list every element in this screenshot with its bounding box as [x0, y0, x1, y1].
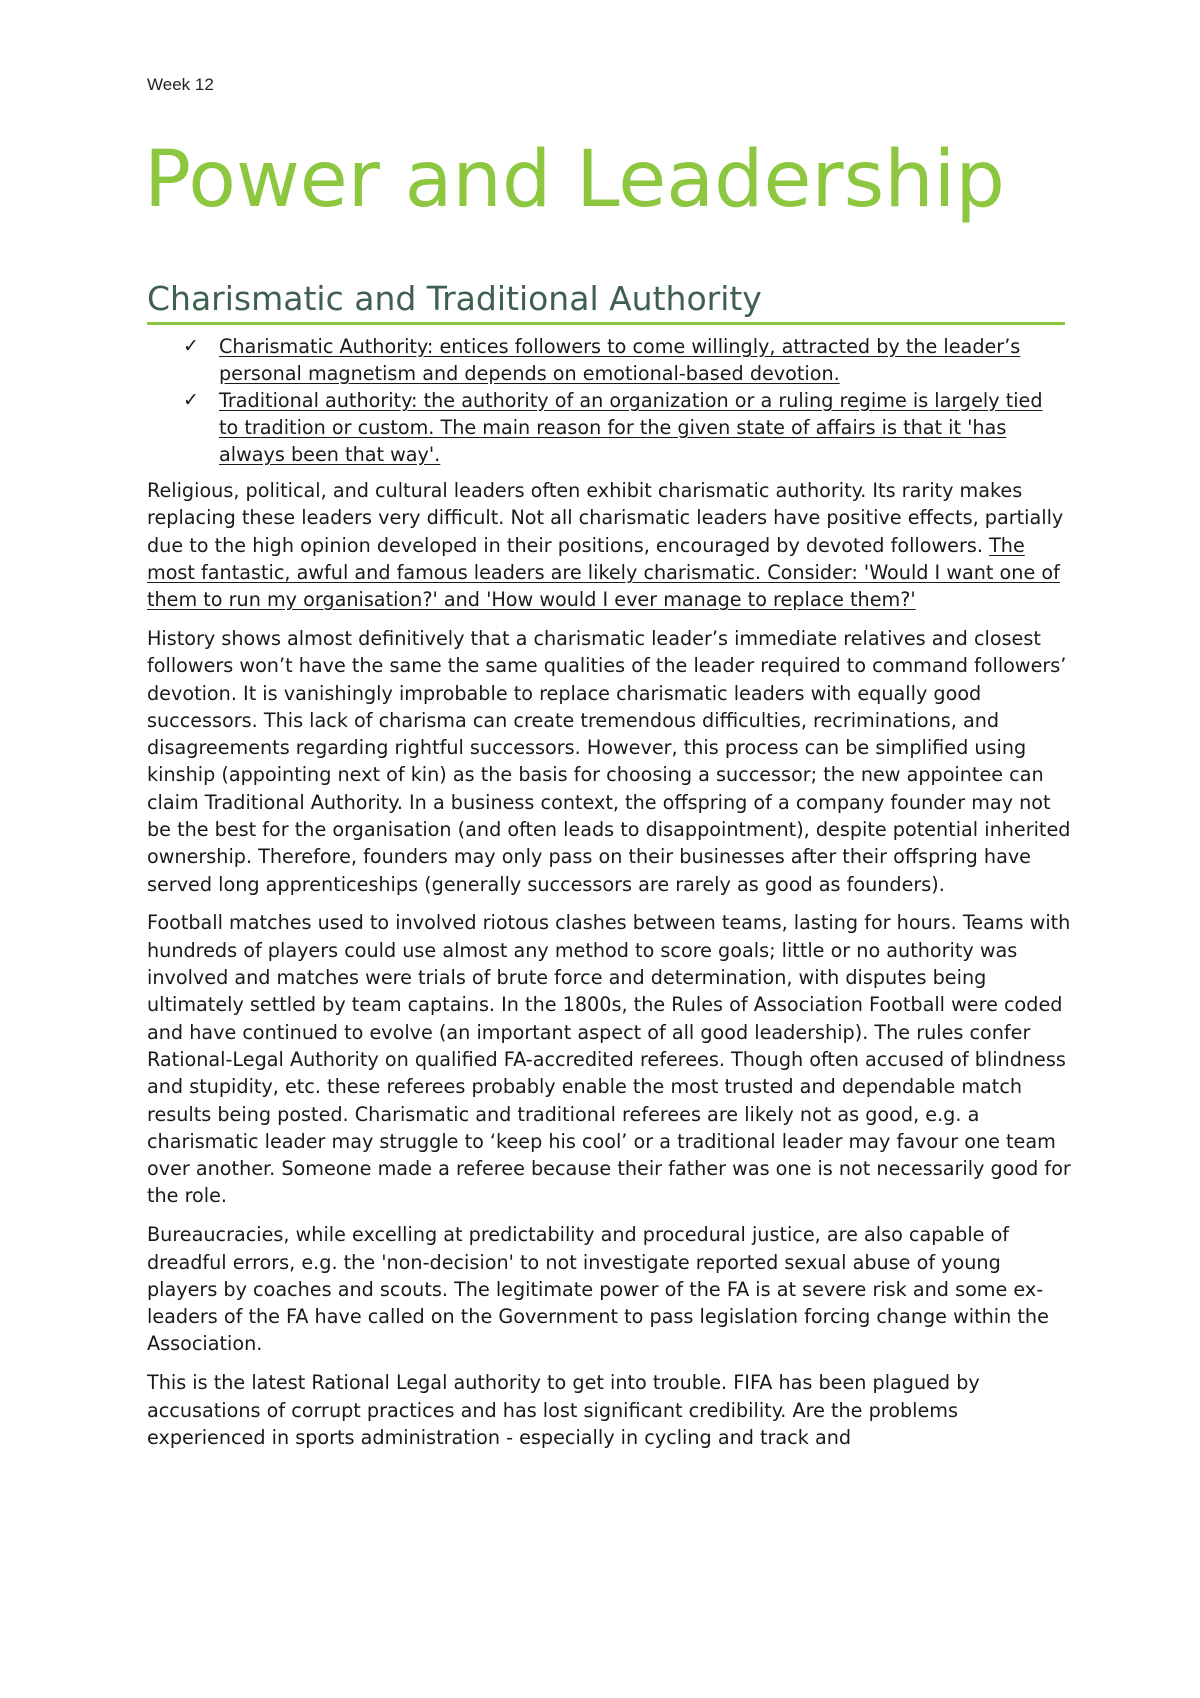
page-header: Week 12 — [147, 75, 214, 94]
bullet-text: Traditional authority: the authority of an organization or a ruling regime is largely tied to tradition or custom. The main reason for the given state of affairs is that it 'has always been that way'. — [219, 389, 1043, 466]
body-text — [147, 477, 1072, 1463]
document-title: Power and Leadership — [144, 135, 1005, 225]
paragraph: Football matches used to involved riotous clashes between teams, lasting for hours. Teams with hundreds of players could use almost any method to score goals; little or no authority was involved and matches were trials of brute force and determination, with disputes being ultimately settled by team captains. In the 1800s, the Rules of Association Football were coded and have continued to evolve (an important aspect of all good leadership). The rules confer Rational-Legal Authority on qualified FA-accredited referees. Though often accused of blindness and stupidity, etc. these referees probably enable the most trusted and dependable match results being posted. Charismatic and traditional referees are likely not as good, e.g. a charismatic leader may struggle to ‘keep his cool’ or a traditional leader may favour one team over another. Someone made a referee because their father was one is not necessarily good for the role. — [147, 911, 1071, 1208]
paragraph-text: Religious, political, and cultural leaders often exhibit charismatic authority. Its rarity makes replacing these leaders very difficult. Not all charismatic leaders have positive effects, partially due to the high opinion developed in their positions, encouraged by devoted followers. — [147, 479, 1064, 557]
underlined-text: The most fantastic, awful and famous leaders are likely charismatic. Consider: 'Would I want one of them to run my organisation?' and 'How would I ever manage to replace them?' — [147, 533, 1060, 612]
checklist — [147, 333, 1067, 468]
checkmark-icon: ✓ — [183, 389, 199, 411]
list-item — [147, 387, 1067, 468]
section-heading: Charismatic and Traditional Authority — [147, 280, 1065, 325]
checkmark-icon: ✓ — [183, 335, 199, 357]
paragraph: This is the latest Rational Legal authority to get into trouble. FIFA has been plagued by accusations of corrupt practices and has lost significant credibility. Are the problems experienced in sports administration - especially in cycling and track and — [147, 1371, 980, 1449]
list-item — [147, 333, 1067, 387]
paragraph: Bureaucracies, while excelling at predictability and procedural justice, are also capable of dreadful errors, e.g. the 'non-decision' to not investigate reported sexual abuse of young players by coaches and scouts. The legitimate power of the FA is at severe risk and some ex-leaders of the FA have called on the Government to pass legislation forcing change within the Association. — [147, 1223, 1049, 1356]
paragraph: History shows almost definitively that a charismatic leader’s immediate relatives and closest followers won’t have the same the same qualities of the leader required to command followers’ devotion. It is vanishingly improbable to replace charismatic leaders with equally good successors. This lack of charisma can create tremendous difficulties, recriminations, and disagreements regarding rightful successors. However, this process can be simplified using kinship (appointing next of kin) as the basis for choosing a successor; the new appointee can claim Traditional Authority. In a business context, the offspring of a company founder may not be the best for the organisation (and often leads to disappointment), despite potential inherited ownership. Therefore, founders may only pass on their businesses after their offspring have served long apprenticeships (generally successors are rarely as good as founders). — [147, 626, 1071, 896]
paragraph — [147, 477, 1072, 613]
bullet-text: Charismatic Authority: entices followers to come willingly, attracted by the leader’s personal magnetism and depends on emotional-based devotion. — [219, 335, 1021, 385]
